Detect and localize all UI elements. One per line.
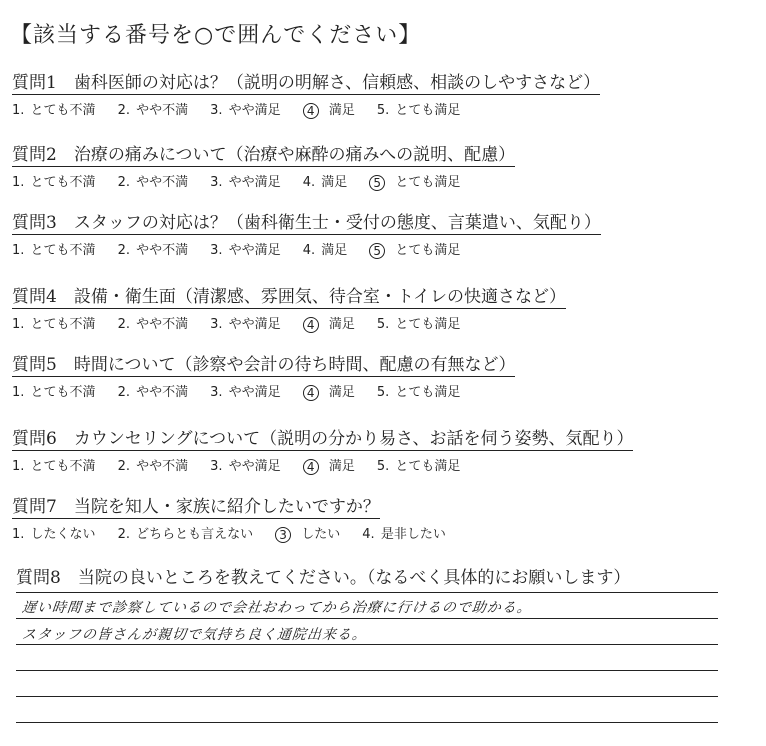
answer-options (12, 523, 712, 543)
answer-options (12, 239, 712, 259)
question-title: 質問2 治療の痛みについて（治療や麻酔の痛みへの説明、配慮） (12, 140, 515, 167)
option-number: 4. (302, 175, 316, 190)
question-6 (12, 424, 712, 475)
answer-option[interactable] (12, 381, 96, 400)
answer-line (16, 592, 718, 593)
option-label: とても不満 (30, 103, 96, 118)
option-label: 是非したい (380, 527, 446, 542)
selected-option[interactable] (275, 523, 340, 543)
option-number: 1. (12, 527, 25, 542)
question-title: 質問3 スタッフの対応は？（歯科衛生士・受付の態度、言葉遣い、気配り） (12, 208, 601, 235)
answer-option[interactable] (210, 99, 281, 118)
option-number: 2. (117, 385, 130, 400)
option-label: とても不満 (30, 175, 96, 190)
answer-option[interactable] (303, 171, 348, 190)
circled-number: 5 (369, 243, 385, 259)
circled-number: 4 (303, 103, 319, 119)
selected-option[interactable] (303, 99, 355, 119)
answer-options (12, 455, 712, 475)
option-label: 満足 (321, 175, 348, 190)
answer-option[interactable] (12, 313, 96, 332)
option-number: 1. (12, 459, 25, 474)
option-number: 2. (117, 459, 130, 474)
option-label: とても満足 (395, 175, 461, 190)
answer-option[interactable] (12, 455, 96, 474)
option-number: 3. (210, 243, 223, 258)
option-number: 3. (210, 103, 223, 118)
option-label: やや満足 (228, 243, 281, 258)
option-number: 2. (117, 103, 130, 118)
answer-line (16, 644, 718, 645)
answer-option[interactable] (362, 523, 446, 542)
option-number: 4. (362, 527, 375, 542)
answer-options (12, 313, 712, 333)
option-label: やや不満 (136, 103, 189, 118)
option-label: とても満足 (395, 317, 461, 332)
option-label: やや満足 (228, 317, 281, 332)
question-8-title: 質問8 当院の良いところを教えてください。（なるべく具体的にお願いします） (16, 568, 631, 588)
answer-option[interactable] (118, 523, 254, 542)
option-label: やや不満 (136, 385, 189, 400)
option-label: したくない (30, 527, 96, 542)
option-label: とても不満 (30, 385, 96, 400)
page-title: 【該当する番号を○で囲んでください】 (10, 23, 422, 48)
option-label: やや不満 (136, 317, 189, 332)
option-number: 2. (117, 243, 130, 258)
option-number: 5. (376, 459, 390, 474)
answer-option[interactable] (118, 455, 189, 474)
selected-option[interactable] (303, 313, 355, 333)
option-number: 1. (12, 385, 25, 400)
answer-options (12, 171, 712, 191)
option-number: 3. (210, 385, 223, 400)
selected-option[interactable] (369, 171, 460, 191)
answer-options (12, 99, 712, 119)
answer-option[interactable] (377, 381, 461, 400)
circled-number: 4 (303, 459, 319, 475)
option-label: 満足 (328, 385, 355, 400)
option-label: とても不満 (30, 459, 96, 474)
option-label: やや満足 (228, 459, 281, 474)
circled-number: 4 (303, 317, 319, 333)
option-number: 3. (210, 459, 223, 474)
answer-option[interactable] (118, 313, 189, 332)
circled-number: 3 (275, 527, 291, 543)
option-label: とても満足 (395, 459, 461, 474)
answer-option[interactable] (118, 171, 189, 190)
option-label: とても不満 (30, 243, 96, 258)
question-7 (12, 492, 712, 543)
option-label: とても満足 (395, 103, 461, 118)
option-label: 満足 (328, 103, 355, 118)
question-2 (12, 140, 712, 191)
option-label: とても満足 (395, 385, 461, 400)
option-number: 5. (376, 385, 390, 400)
option-number: 2. (117, 317, 130, 332)
option-number: 1. (12, 317, 25, 332)
option-label: 満足 (328, 317, 355, 332)
selected-option[interactable] (303, 381, 355, 401)
option-label: どちらとも言えない (136, 527, 254, 542)
option-number: 3. (210, 175, 223, 190)
answer-option[interactable] (12, 99, 96, 118)
option-label: 満足 (321, 243, 348, 258)
answer-option[interactable] (118, 99, 189, 118)
option-number: 4. (302, 243, 316, 258)
option-number: 2. (117, 175, 130, 190)
answer-option[interactable] (12, 171, 96, 190)
option-number: 1. (12, 175, 25, 190)
handwritten-answer-line: スタッフの皆さんが親切で気持ち良く通院出来る。 (21, 627, 368, 643)
selected-option[interactable] (303, 455, 355, 475)
answer-option[interactable] (12, 523, 96, 542)
answer-option[interactable] (210, 313, 281, 332)
option-label: やや満足 (228, 175, 281, 190)
handwritten-answer-line: 遅い時間まで診察しているので会社おわってから治療に行けるので助かる。 (21, 600, 533, 616)
option-label: したい (301, 527, 341, 542)
answer-options (12, 381, 712, 401)
option-number: 1. (12, 243, 25, 258)
answer-line (16, 618, 718, 619)
question-5 (12, 350, 712, 401)
question-title: 質問4 設備・衛生面（清潔感、雰囲気、待合室・トイレの快適さなど） (12, 282, 566, 309)
answer-option[interactable] (118, 239, 189, 258)
answer-option[interactable] (303, 239, 348, 258)
question-3 (12, 208, 712, 259)
answer-option[interactable] (377, 99, 461, 118)
answer-option[interactable] (210, 239, 281, 258)
selected-option[interactable] (369, 239, 460, 259)
option-number: 3. (210, 317, 223, 332)
option-label: 満足 (328, 459, 355, 474)
answer-option[interactable] (118, 381, 189, 400)
question-title: 質問1 歯科医師の対応は？（説明の明解さ、信頼感、相談のしやすさなど） (12, 68, 600, 95)
question-title: 質問5 時間について（診察や会計の待ち時間、配慮の有無など） (12, 350, 515, 377)
option-number: 5. (376, 317, 390, 332)
circled-number: 5 (369, 175, 385, 191)
answer-option[interactable] (210, 381, 281, 400)
answer-option[interactable] (12, 239, 96, 258)
answer-line (16, 722, 718, 723)
option-label: とても不満 (30, 317, 96, 332)
option-label: やや満足 (228, 103, 281, 118)
question-title: 質問7 当院を知人・家族に紹介したいですか？ (12, 492, 380, 519)
option-label: やや不満 (136, 243, 189, 258)
option-number: 2. (117, 527, 130, 542)
answer-option[interactable] (377, 455, 461, 474)
option-label: やや不満 (136, 175, 189, 190)
option-label: やや満足 (228, 385, 281, 400)
question-4 (12, 282, 712, 333)
answer-option[interactable] (210, 171, 281, 190)
question-title: 質問6 カウンセリングについて（説明の分かり易さ、お話を伺う姿勢、気配り） (12, 424, 633, 451)
question-1 (12, 68, 712, 119)
option-label: とても満足 (395, 243, 461, 258)
option-number: 5. (376, 103, 390, 118)
circled-number: 4 (303, 385, 319, 401)
answer-option[interactable] (377, 313, 461, 332)
option-number: 1. (12, 103, 25, 118)
answer-option[interactable] (210, 455, 281, 474)
answer-line (16, 670, 718, 671)
option-label: やや不満 (136, 459, 189, 474)
answer-line (16, 696, 718, 697)
